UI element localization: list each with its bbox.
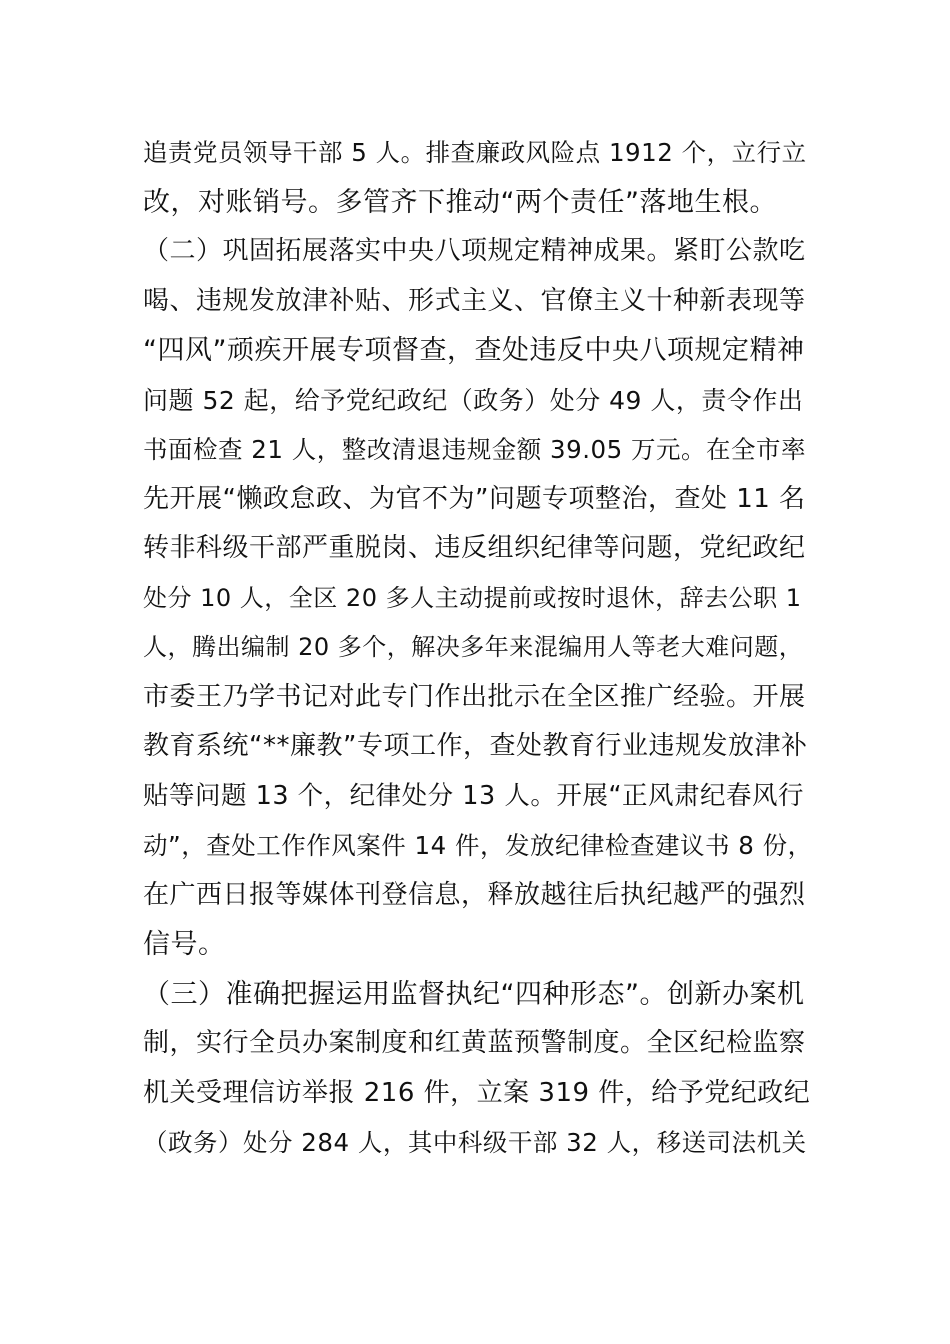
text-line: 转非科级干部严重脱岗、违反组织纪律等问题，党纪政纪 [143,533,806,563]
text-line: 追责党员领导干部 5 人。排查廉政风险点 1912 个，立行立 [143,138,807,167]
text-line: 先开展“懒政怠政、为官不为”问题专项整治，查处 11 名 [143,483,806,514]
text-line: 机关受理信访举报 216 件，立案 319 件，给予党纪政纪 [143,1077,811,1108]
paragraph-heading-3: （三）准确把握运用监督执纪“四种形态”。创新办案机 [143,978,805,1010]
text-line: 人，腾出编制 20 多个，解决多年来混编用人等老大难问题， [143,633,804,661]
text-line: 教育系统“**廉教”专项工作，查处教育行业违规发放津补 [143,731,808,761]
text-line: 在广西日报等媒体刊登信息，释放越往后执纪越严的强烈 [143,879,806,910]
body-text [143,128,813,1168]
text-line: 贴等问题 13 个，纪律处分 13 人。开展“正风肃纪春风行 [143,780,805,811]
text-line: 书面检查 21 人，整改清退违规金额 39.05 万元。在全市率 [143,435,806,464]
text-line: 改，对账销号。多管齐下推动“两个责任”落地生根。 [143,186,777,218]
text-line: 喝、违规发放津补贴、形式主义、官僚主义十种新表现等 [143,285,806,316]
text-line: 市委王乃学书记对此专门作出批示在全区推广经验。开展 [143,681,806,712]
text-line: （政务）处分 284 人，其中科级干部 32 人，移送司法机关 [143,1128,807,1157]
paragraph-heading-2: （二）巩固拓展落实中央八项规定精神成果。紧盯公款吃 [143,236,806,266]
text-line: 问题 52 起，给予党纪政纪（政务）处分 49 人，责令作出 [143,385,804,415]
text-line: 信号。 [143,929,226,960]
text-line: 动”，查处工作作风案件 14 件，发放纪律检查建议书 8 份， [143,831,813,860]
text-line: 制，实行全员办案制度和红黄蓝预警制度。全区纪检监察 [143,1028,806,1058]
text-line: 处分 10 人，全区 20 多人主动提前或按时退休，辞去公职 1 [143,583,802,612]
text-line: “四风”顽疾开展专项督查，查处违反中央八项规定精神 [143,335,805,366]
